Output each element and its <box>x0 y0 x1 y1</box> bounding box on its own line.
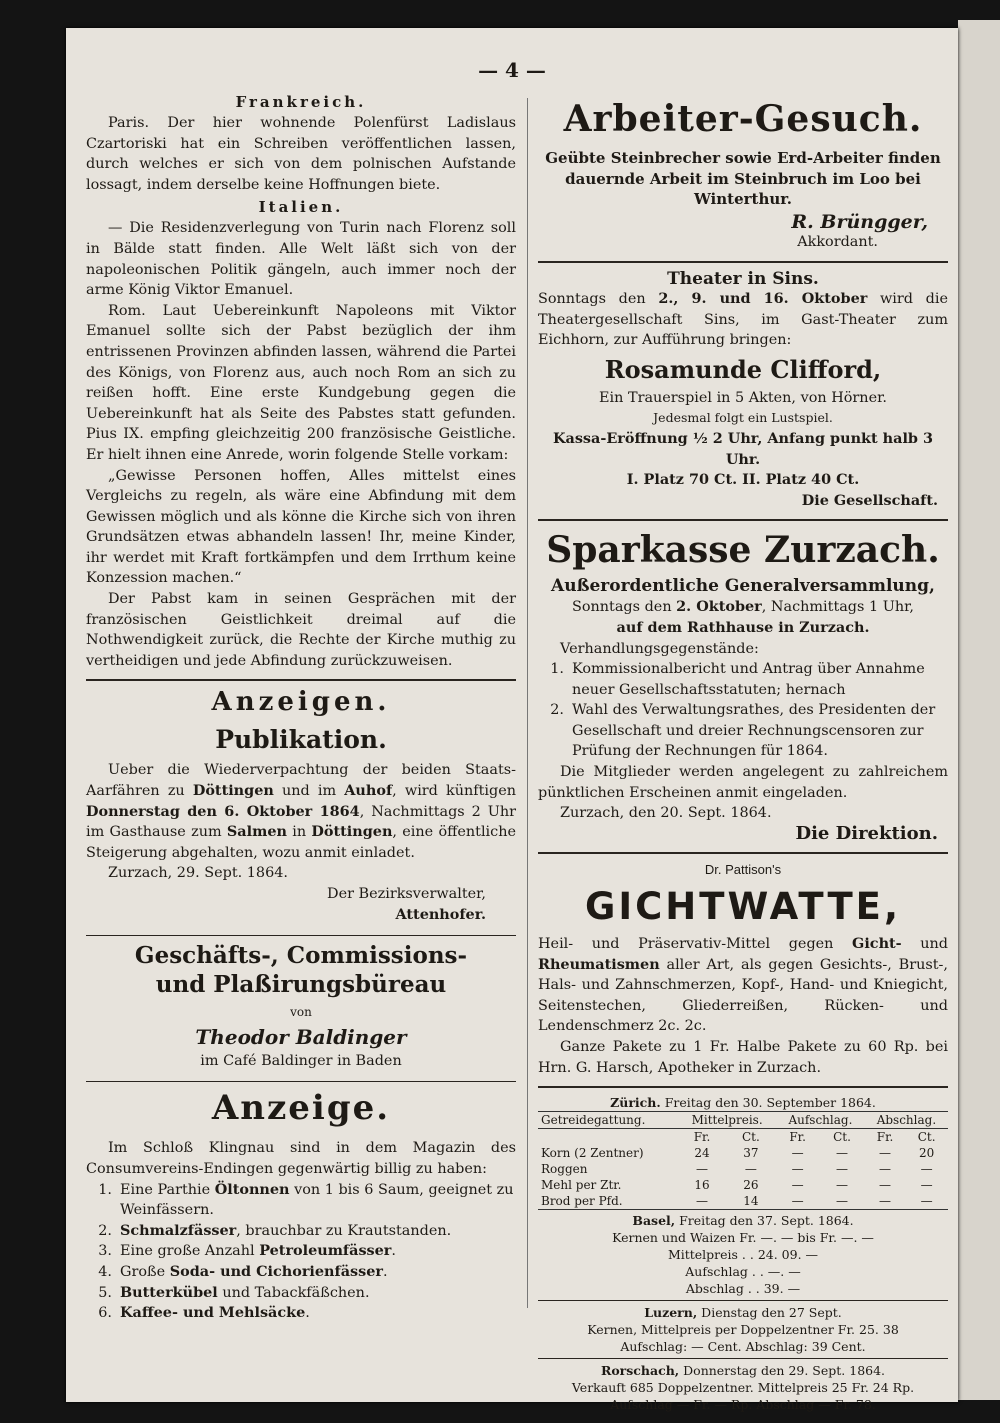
section-rule <box>538 1086 948 1088</box>
buero-von: von <box>290 1005 312 1020</box>
gicht-title: GICHTWATTE, <box>584 885 902 929</box>
unit-header: Fr. <box>693 1130 711 1145</box>
gicht-text: Heil- und Präservativ-Mittel gegen Gicht- und Rheumatismen aller Art, als gegen Gesichts-, Brust-, Hals- und Zahnschmerzen, Kopf-, Hand- und Kniegicht, Seitenstechen, Gliederreißen, Rücken- und Lendenschmerz 2c. 2c. <box>538 935 949 1035</box>
basel-heading: Basel, Freitag den 37. Sept. 1864. <box>632 1213 854 1229</box>
table-row: Korn (2 Zentner) 24 37 — — — 20 <box>541 1146 935 1161</box>
theater-prices: I. Platz 70 Ct. II. Platz 40 Ct. <box>626 471 860 489</box>
publikation-signer-title: Der Bezirksverwalter, <box>327 886 486 902</box>
basel-line: Kernen und Waizen Fr. —. — bis Fr. —. — <box>612 1230 874 1246</box>
theater-title: Theater in Sins. <box>667 268 819 289</box>
right-column <box>538 90 948 1413</box>
unit-header: Fr. <box>789 1130 806 1145</box>
rorschach-line: Aufschlag — Fr. — Rp. Abschlag — Fr. 78. <box>610 1397 876 1413</box>
unit-header: Ct. <box>833 1130 851 1145</box>
list-item: 1. Eine Parthie Öltonnen von 1 bis 6 Saum, geeignet zu Weinfässern. <box>98 1180 514 1219</box>
col-header: Aufschlag. <box>788 1113 853 1128</box>
table-row: Brod per Pfd. — 14 — — — — <box>538 1193 948 1210</box>
sparkasse-agenda <box>538 659 948 762</box>
italien-paragraph-2: Rom. Laut Uebereinkunft Napoleons mit Viktor Emanuel sollte sich der Pabst bezüglich der ihm entrissenen Provinzen abfinden lassen, während die Partei des Königs, von Florenz aus, auch noch Rom an sich zu reißen hofft. Eine erste Kundgebung gegen die Uebereinkunft hat als Seite des Pabstes statt gefunden. Pius IX. empfing gleichzeitig 200 französische Geistliche. Er hielt ihnen eine Anrede, worin folgende Stelle vorkam: <box>86 302 516 463</box>
list-item: 4. Große Soda- und Cichorienfässer. <box>98 1262 388 1280</box>
anzeigen-heading: Anzeigen. <box>211 687 391 718</box>
sparkasse-where: auf dem Rathhause in Zurzach. <box>616 618 870 636</box>
italien-paragraph-3: Der Pabst kam in seinen Gesprächen mit der französischen Geistlichkeit dreimal auf die Nothwendigkeit zurück, die Rechte der Kirche muthig zu vertheidigen und jede Abfindung zurückzuweisen. <box>86 591 516 669</box>
basel-line: Abschlag . . 39. — <box>685 1281 801 1297</box>
publikation-dateline: Zurzach, 29. Sept. 1864. <box>108 865 288 882</box>
luzern-line: Aufschlag: — Cent. Abschlag: 39 Cent. <box>620 1339 866 1355</box>
section-rule <box>86 935 516 936</box>
zurich-heading: Zürich. Freitag den 30. September 1864. <box>610 1095 876 1111</box>
section-rule <box>538 852 948 854</box>
left-column <box>86 90 516 1324</box>
rorschach-line: Verkauft 685 Doppelzentner. Mittelpreis 25 Fr. 24 Rp. <box>571 1380 915 1396</box>
frankreich-heading: Frankreich. <box>235 93 367 111</box>
theater-lustspiel: Jedesmal folgt ein Lustspiel. <box>653 410 833 426</box>
col-header: Abschlag. <box>876 1113 937 1128</box>
publikation-signer-name: Attenhofer. <box>395 905 486 923</box>
gicht-price: Ganze Pakete zu 1 Fr. Halbe Pakete zu 60 Rp. bei Hrn. G. Harsch, Apotheker in Zurzach. <box>538 1039 948 1076</box>
list-item: 1. Kommissionalbericht und Antrag über Annahme neuer Gesellschaftsstatuten; hernach <box>550 661 925 698</box>
table-row: Mehl per Ztr. 16 26 — — — — <box>541 1178 933 1193</box>
italien-quote: „Gewisse Personen hoffen, Alles mittelst eines Vergleichs zu regeln, als wäre eine Abfindung mit dem Gewissen möglich und als könne die Kirche sich von ihren Grundsätzen etwas abhandeln lassen! Ihr, meine Kinder, ihr werdet mit Kraft fortkämpfen und dem Irrthum keine Konzession machen.“ <box>86 467 516 587</box>
luzern-line: Kernen, Mittelpreis per Doppelzentner Fr. 25. 38 <box>587 1322 899 1338</box>
anzeige-list <box>86 1180 516 1324</box>
gicht-by: Dr. Pattison's <box>704 862 782 878</box>
publikation-text: Ueber die Wiederverpachtung der beiden Staats-Aarfähren zu Döttingen und im Auhof, wird künftigen Donnerstag den 6. Oktober 1864, Nachmittags 2 Uhr im Gasthause zum Salmen in Döttingen, eine öffentliche Steigerung abgehalten, wozu anmit einladet. <box>86 762 516 861</box>
list-item: 6. Kaffee- und Mehlsäcke. <box>98 1304 310 1322</box>
luzern-heading: Luzern, Dienstag den 27 Sept. <box>644 1305 842 1321</box>
section-rule <box>86 1081 516 1082</box>
theater-sign: Die Gesellschaft. <box>801 491 938 509</box>
gesuch-role: Akkordant. <box>797 234 878 251</box>
anzeige-intro: Im Schloß Klingnau sind in dem Magazin des Consumvereins-Endingen gegenwärtig billig zu haben: <box>86 1140 516 1177</box>
theater-text: Sonntags den 2., 9. und 16. Oktober wird die Theatergesellschaft Sins, im Gast-Theater zum Eichhorn, zur Aufführung bringen: <box>538 289 948 349</box>
list-item: 5. Butterkübel und Tabackfäßchen. <box>98 1283 370 1301</box>
unit-header: Ct. <box>741 1130 760 1145</box>
buero-line-2: und Plaßirungsbüreau <box>155 971 447 999</box>
buero-name: Theodor Baldinger <box>195 1024 407 1049</box>
sparkasse-sign: Die Direktion. <box>795 822 938 844</box>
unit-header: Ct. <box>917 1130 936 1145</box>
italien-heading: Italien. <box>258 198 344 217</box>
section-rule <box>538 1300 948 1301</box>
next-page-edge <box>958 20 1000 1400</box>
sparkasse-agenda-head: Verhandlungsgegenstände: <box>560 640 759 657</box>
page-number: — 4 — <box>478 58 546 82</box>
sparkasse-sub: Außerordentliche Generalversammlung, <box>551 576 935 597</box>
publikation-title: Publikation. <box>215 725 387 755</box>
theater-kassa: Kassa-Eröffnung ½ 2 Uhr, Anfang punkt halb 3 Uhr. <box>553 429 933 468</box>
basel-line: Mittelpreis . . 24. 09. — <box>667 1247 819 1263</box>
anzeige-title: Anzeige. <box>211 1088 391 1129</box>
rorschach-heading: Rorschach, Donnerstag den 29. Sept. 1864. <box>600 1363 886 1379</box>
section-rule <box>538 261 948 263</box>
gesuch-text: Geübte Steinbrecher sowie Erd-Arbeiter finden dauernde Arbeit im Steinbruch im Loo bei Winterthur. <box>545 149 941 209</box>
col-header: Getreidegattung. <box>541 1113 646 1128</box>
sparkasse-invite: Die Mitglieder werden angelegent zu zahlreichem pünktlichen Erscheinen anmit eingeladen. <box>538 764 948 801</box>
sparkasse-title: Sparkasse Zurzach. <box>546 529 940 572</box>
section-rule <box>86 679 516 681</box>
gesuch-name: R. Brüngger, <box>791 210 928 233</box>
buero-place: im Café Baldinger in Baden <box>200 1052 402 1069</box>
list-item: 2. Schmalzfässer, brauchbar zu Krautstanden. <box>98 1221 452 1239</box>
section-rule <box>538 1358 948 1359</box>
basel-line: Aufschlag . . —. — <box>685 1264 801 1280</box>
newspaper-page <box>66 28 958 1413</box>
col-header: Mittelpreis. <box>691 1113 763 1128</box>
list-item: 2. Wahl des Verwaltungsrathes, des Presidenten der Gesellschaft und dreier Rechnungscensoren zur Prüfung der Rechnungen für 1864. <box>550 702 936 760</box>
section-rule <box>538 519 948 521</box>
theater-play: Rosamunde Clifford, <box>604 354 882 384</box>
sparkasse-dateline: Zurzach, den 20. Sept. 1864. <box>560 805 772 822</box>
unit-header: Fr. <box>876 1130 894 1145</box>
table-row: Roggen — — — — — — <box>541 1162 933 1177</box>
column-divider <box>527 98 528 1308</box>
zurich-price-table <box>538 1111 948 1210</box>
buero-line-1: Geschäfts-, Commissions- <box>134 942 468 970</box>
theater-desc: Ein Trauerspiel in 5 Akten, von Hörner. <box>599 389 887 406</box>
gesuch-title: Arbeiter-Gesuch. <box>563 98 923 140</box>
frankreich-text: Paris. Der hier wohnende Polenfürst Ladislaus Czartoriski hat ein Schreiben veröffentlichen lassen, durch welches er sich von dem polnischen Aufstande lossagt, indem derselbe keine Hoffnungen biete. <box>86 115 516 193</box>
list-item: 3. Eine große Anzahl Petroleumfässer. <box>98 1242 396 1260</box>
sparkasse-when: Sonntags den 2. Oktober, Nachmittags 1 Uhr, <box>572 598 914 616</box>
italien-paragraph-1: — Die Residenzverlegung von Turin nach Florenz soll in Bälde statt finden. Alle Welt läßt sich von der napoleonischen Politik gängeln, auch immer noch der arme König Viktor Emanuel. <box>86 220 516 299</box>
